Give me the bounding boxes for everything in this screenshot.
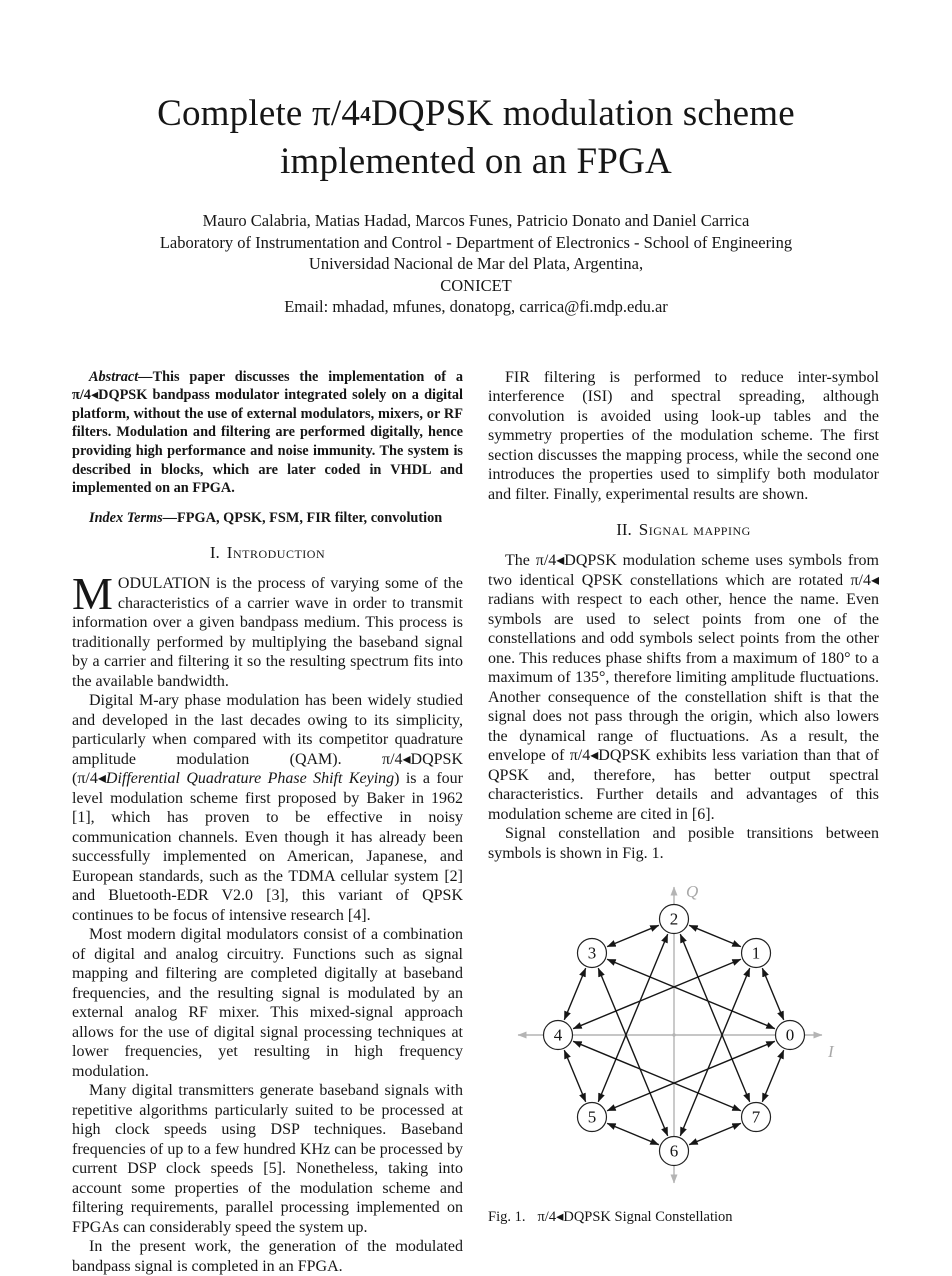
node-label: 0 [785, 1025, 795, 1045]
mapping-paragraph-2: Signal constellation and posible transitions between symbols is shown in Fig. 1. [488, 825, 879, 862]
intro-paragraph-2 [72, 691, 463, 925]
affiliation-line-3: CONICET [440, 275, 512, 295]
constellation-node [660, 905, 689, 934]
node-label: 4 [553, 1025, 563, 1045]
mapping-paragraph-0: FIR filtering is performed to reduce inter-symbol interference (ISI) and spectral spreading, although convolution is avoided using look-up tables and the symmetry properties of the modulation scheme. The first section discusses the mapping process, while the second one introduces the properties used to simplify both modulator and filter. Finally, experimental results are shown. [488, 368, 879, 503]
figure-caption-label: Fig. 1. [488, 1209, 526, 1226]
section-heading-introduction [72, 543, 463, 563]
section-title: Signal mapping [638, 520, 751, 540]
q-axis-label: Q [686, 882, 699, 902]
intro-paragraph-4: Many digital transmitters generate baseband signals with repetitive algorithms particularly suited to be processed at high clock speeds using DSP techniques. Baseband frequencies of up to a few hundred KHz can be processed by current DSP clock speeds [5]. Nonetheless, taking into account some properties of the modulation scheme and filtering requirements, parallel processing implemented on FPGAs can considerably speed the system up. [72, 1082, 463, 1236]
mapping-paragraph-1: The π/4◂DQPSK modulation scheme uses symbols from two identical QPSK constellations which are rotated π/4◂ radians with respect to each other, hence the name. Even symbols are used to select points from one of the constellations and odd symbols select points from the other one. This reduces phase shifts from a maximum of 180° to a maximum of 135°, therefore limiting amplitude fluctuations. Another consequence of the constellation shift is that the signal does not pass through the origin, which also lowers the dynamical range of fluctuations. As a result, the envelope of π/4◂DQPSK exhibits less variation than that of QPSK and, therefore, has better output spectral characteristics. Further details and advantages of this modulation scheme are cited in [6]. [488, 552, 879, 823]
origin-dot [672, 1033, 675, 1036]
transition-arrow [607, 1124, 659, 1145]
transition-arrow [762, 968, 783, 1020]
transition-arrow [564, 968, 585, 1020]
intro-paragraph-2-a: Digital M-ary phase modulation has been widely studied and developed in the last decades owing to its simplicity, particularly when compared with its competitor quadrature amplitude modulation (QAM). π/4◂DQPSK (π/4◂ [72, 692, 463, 788]
node-label: 6 [669, 1141, 679, 1161]
figure-caption [488, 1208, 879, 1226]
paper-title-post: DQPSK modulation scheme implemented on an FPGA [280, 93, 795, 183]
index-terms-paragraph [72, 509, 463, 528]
i-axis-label: I [828, 1042, 834, 1062]
author-names: Mauro Calabria, Matias Hadad, Marcos Funes, Patricio Donato and Daniel Carrica [202, 211, 750, 231]
left-column [72, 368, 463, 1276]
transition-arrow [689, 1124, 741, 1145]
email-line: Email: mhadad, mfunes, donatopg, carrica@fi.mdp.edu.ar [284, 297, 668, 317]
abstract-label: Abstract— [89, 368, 153, 385]
node-label: 3 [587, 943, 597, 963]
transition-arrow [564, 1050, 585, 1102]
transition-arrow [607, 925, 659, 946]
section-number: I. [209, 543, 220, 563]
constellation-node [577, 939, 606, 968]
node-label: 2 [669, 909, 679, 929]
section-heading-signal-mapping [488, 520, 879, 540]
intro-paragraph-3: Most modern digital modulators consist of a combination of digital and analog circuitry. Functions such as signal mapping and filtering are completed digitally at baseband frequencies, and the resulting signal is modulated by an external analog RF mixer. This mixed-signal approach allows for the use of digital signal processing techniques at lower frequencies, yet resulting in high frequency modulation. [72, 926, 463, 1080]
constellation-node [776, 1021, 805, 1050]
constellation-figure [488, 877, 879, 1226]
paper-title-pre: Complete π/4 [157, 93, 361, 134]
constellation-node [577, 1103, 606, 1132]
transition-arrow [762, 1050, 783, 1102]
constellation-node [544, 1021, 573, 1050]
intro-paragraph-5: In the present work, the generation of the modulated bandpass signal is completed in an FPGA. [72, 1238, 463, 1275]
abstract-text: This paper discusses the implementation of a π/4◂DQPSK bandpass modulator integrated solely on a digital platform, without the use of external modulators, mixers, or RF filters. Modulation and filtering are performed digitally, hence providing high performance and noise immunity. The system is described in blocks, which are later coded in VHDL and implemented on an FPGA. [72, 368, 463, 497]
constellation-node [742, 1103, 771, 1132]
two-column-body [72, 368, 880, 1276]
author-block [72, 210, 880, 318]
paper-title [96, 90, 856, 186]
node-label: 5 [587, 1107, 597, 1127]
index-terms-text: FPGA, QPSK, FSM, FIR filter, convolution [177, 509, 443, 526]
section-title: Introduction [226, 543, 326, 563]
abstract-paragraph [72, 368, 463, 498]
affiliation-line-2: Universidad Nacional de Mar del Plata, Argentina, [308, 254, 644, 274]
constellation-node [660, 1137, 689, 1166]
title-glyph: 4 [360, 102, 371, 127]
transition-arrow [689, 925, 741, 946]
affiliation-line-1: Laboratory of Instrumentation and Control - Department of Electronics - School of Engineering [159, 232, 793, 252]
intro-paragraph-1-text: ODULATION is the process of varying some of the characteristics of a carrier wave in order to transmit information over a given bandpass medium. This process is traditionally performed by multiplying the baseband signal by a carrier and filtering it so the resulting spectrum fits into the available bandwidth. [72, 575, 463, 690]
constellation-svg [488, 877, 879, 1191]
right-column [488, 368, 879, 1276]
intro-paragraph-2-b: ) is a four level modulation scheme first proposed by Baker in 1962 [1], which has proven to be effective in noisy communication channels. Even though it has already been successfully implemented on American, Japanese, and European standards, such as the TDMA cellular system [2] and Bluetooth-EDR V2.0 [3], this variant of QPSK continues to be focus of intensive research [4]. [72, 770, 463, 924]
constellation-node [742, 939, 771, 968]
intro-paragraph-2-italic: Differential Quadrature Phase Shift Keying [105, 770, 395, 788]
drop-cap: M [72, 568, 113, 620]
intro-paragraph-1 [72, 568, 463, 691]
index-terms-label: Index Terms— [89, 509, 178, 526]
section-number: II. [616, 520, 632, 540]
figure-caption-text: π/4◂DQPSK Signal Constellation [537, 1209, 733, 1226]
node-label: 1 [751, 943, 761, 963]
node-label: 7 [751, 1107, 761, 1127]
